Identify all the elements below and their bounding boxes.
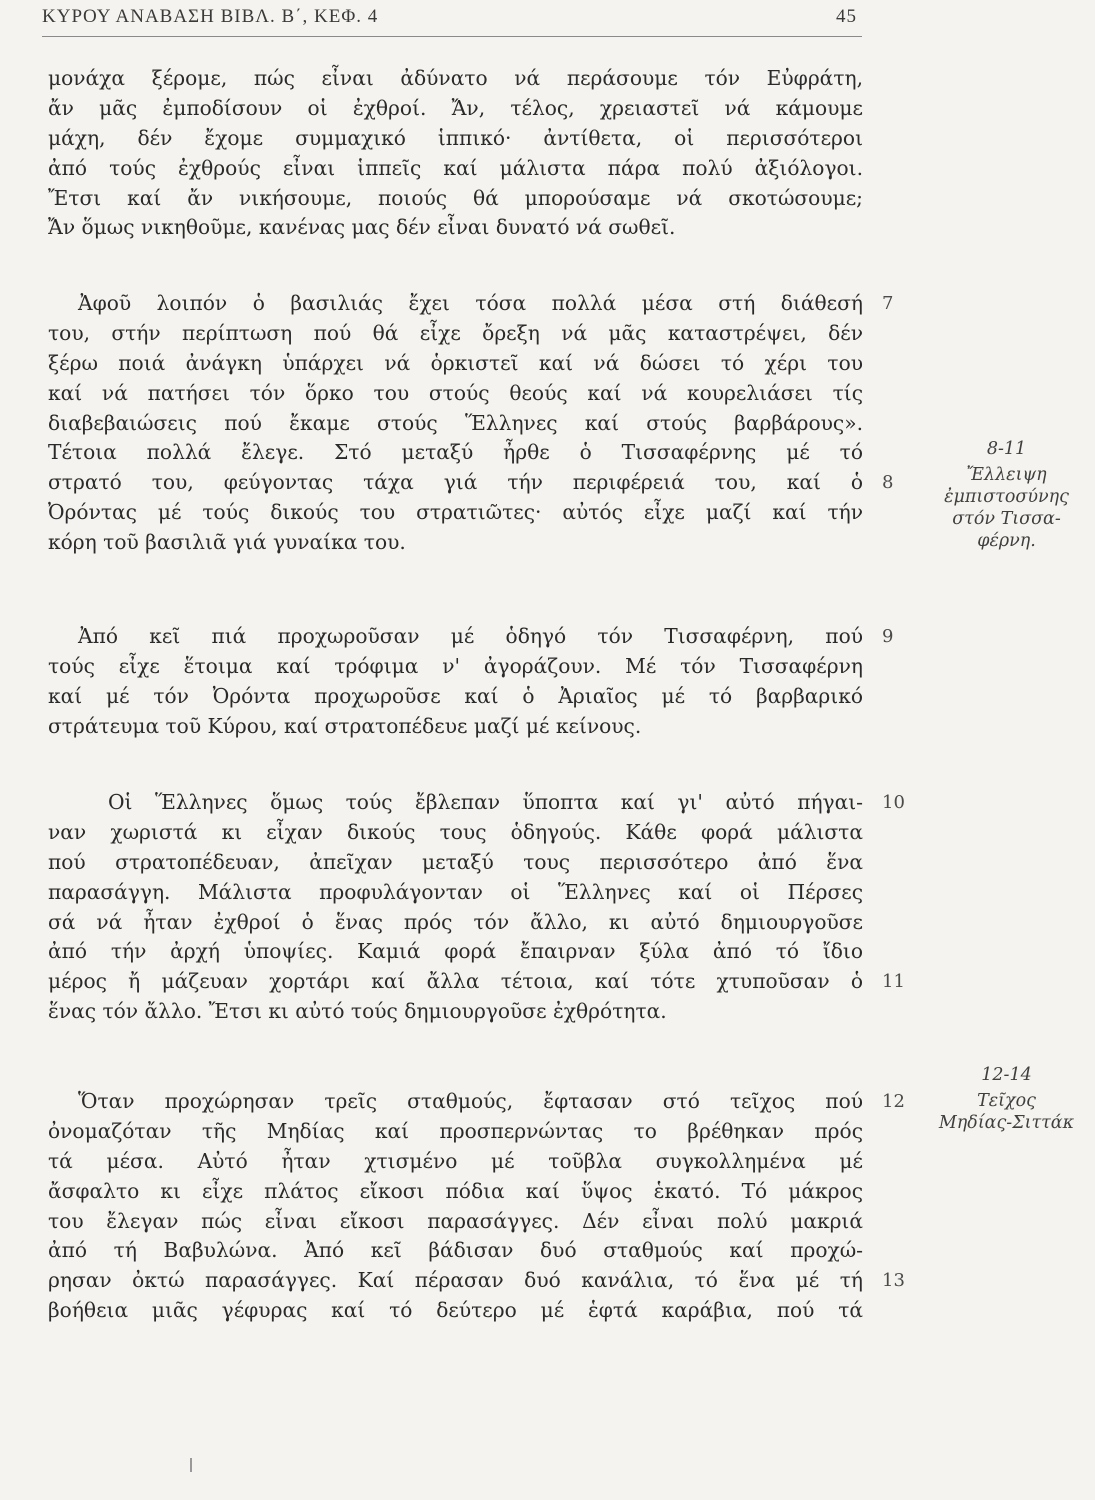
- text-line: Ὀρόντας μέ τούς δικούς του στρατιῶτες· αὐτός εἶχε μαζί καί τήν: [48, 500, 863, 525]
- text-line: ἀπό τούς ἐχθρούς εἶναι ἱππεῖς καί μάλιστα πάρα πολύ ἀξιόλογοι.: [48, 155, 863, 180]
- text-line: καί μέ τόν Ὀρόντα προχωροῦσε καί ὁ Ἀριαῖος μέ τό βαρβαρικό: [48, 683, 863, 708]
- text-line: τούς εἶχε ἕτοιμα καί τρόφιμα ν' ἀγοράζουν. Μέ τόν Τισσαφέρνη: [48, 653, 863, 678]
- margin-note-line: φέρνη.: [977, 531, 1036, 551]
- text-line: Ἀφοῦ λοιπόν ὁ βασιλιάς ἔχει τόσα πολλά μέσα στή διάθεσή: [78, 291, 863, 315]
- text-line: τά μέσα. Αὐτό ἦταν χτισμένο μέ τοῦβλα συγκολλημένα μέ: [48, 1148, 863, 1173]
- section-number: 9: [882, 626, 894, 647]
- page-number: 45: [836, 6, 857, 27]
- text-line: διαβεβαιώσεις πού ἔκαμε στούς Ἕλληνες καί στούς βαρβάρους».: [48, 410, 863, 435]
- section-number: 7: [882, 293, 894, 314]
- text-line: ἄν μᾶς ἐμποδίσουν οἱ ἐχθροί. Ἄν, τέλος, χρειαστεῖ νά κάμουμε: [48, 95, 863, 120]
- section-number: 11: [882, 971, 905, 992]
- text-line: ναν χωριστά κι εἶχαν δικούς τους ὁδηγούς. Κάθε φορά μάλιστα: [48, 819, 863, 844]
- margin-note-line: ἐμπιστοσύνης: [944, 487, 1069, 507]
- text-line: ξέρω ποιά ἀνάγκη ὑπάρχει νά ὁρκιστεῖ καί νά δώσει τό χέρι του: [48, 350, 863, 375]
- text-line: Οἱ Ἕλληνες ὅμως τούς ἔβλεπαν ὕποπτα καί γι' αὐτό πήγαι-: [108, 790, 863, 814]
- paragraph-5: [48, 1087, 863, 1326]
- text-line: ἀπό τή Βαβυλώνα. Ἀπό κεῖ βάδισαν δυό σταθμούς καί προχώ-: [48, 1238, 863, 1263]
- text-line: ὀνομαζόταν τῆς Μηδίας καί προσπερνώντας το βρέθηκαν πρός: [48, 1118, 863, 1143]
- paragraph-1: [48, 64, 863, 243]
- text-line: ρησαν ὀκτώ παρασάγγες. Καί πέρασαν δυό κανάλια, τό ἕνα μέ τή: [48, 1268, 863, 1293]
- header-rule: [42, 36, 862, 37]
- paragraph-3: [48, 622, 863, 742]
- section-number: 10: [882, 792, 905, 813]
- section-number: 12: [882, 1091, 905, 1112]
- margin-note: [918, 438, 1095, 552]
- text-line: καί νά πατήσει τόν ὅρκο του στούς θεούς καί νά κουρελιάσει τίς: [48, 380, 863, 405]
- running-header: [42, 4, 857, 34]
- text-line: ἕνας τόν ἄλλο. Ἔτσι κι αὐτό τούς δημιουργοῦσε ἐχθρότητα.: [48, 999, 667, 1024]
- text-line: πού στρατοπέδευαν, ἀπεῖχαν μεταξύ τους περισσότερο ἀπό ἕνα: [48, 849, 863, 874]
- text-line: Τέτοια πολλά ἔλεγε. Στό μεταξύ ἦρθε ὁ Τισσαφέρνης μέ τό: [48, 440, 863, 465]
- text-line: κόρη τοῦ βασιλιᾶ γιά γυναίκα του.: [48, 530, 406, 555]
- text-line: Ἄν ὅμως νικηθοῦμε, κανένας μας δέν εἶναι δυνατό νά σωθεῖ.: [48, 215, 676, 240]
- text-line: μονάχα ξέρομε, πώς εἶναι ἀδύνατο νά περάσουμε τόν Εὐφράτη,: [48, 66, 863, 90]
- margin-note-line: στόν Τισσα-: [952, 509, 1061, 529]
- text-line: ἄσφαλτο κι εἶχε πλάτος εἴκοσι πόδια καί ὕψος ἑκατό. Τό μάκρος: [48, 1178, 863, 1203]
- running-title: ΚΥΡΟΥ ΑΝΑΒΑΣΗ ΒΙΒΛ. Β΄, ΚΕΦ. 4: [42, 6, 379, 27]
- margin-note-range: 12-14: [981, 1065, 1032, 1085]
- margin-note-line: Τεῖχος: [977, 1091, 1036, 1111]
- text-line: ἀπό τήν ἀρχή ὑποψίες. Καμιά φορά ἔπαιρναν ξύλα ἀπό τό ἴδιο: [48, 939, 863, 964]
- text-line: μάχη, δέν ἔχομε συμμαχικό ἱππικό· ἀντίθετα, οἱ περισσότεροι: [48, 125, 863, 150]
- margin-note-line: Ἔλλειψη: [966, 465, 1047, 485]
- section-number: 13: [882, 1270, 905, 1291]
- text-line: παρασάγγη. Μάλιστα προφυλάγονταν οἱ Ἕλληνες καί οἱ Πέρσες: [48, 879, 863, 904]
- paragraph-2: [48, 289, 863, 558]
- text-line: στράτευμα τοῦ Κύρου, καί στρατοπέδευε μαζί μέ κείνους.: [48, 713, 642, 738]
- text-line: Ἔτσι καί ἄν νικήσουμε, ποιούς θά μπορούσαμε νά σκοτώσουμε;: [48, 185, 863, 210]
- text-line: Ἀπό κεῖ πιά προχωροῦσαν μέ ὁδηγό τόν Τισσαφέρνη, πού: [78, 624, 863, 648]
- margin-note: [918, 1064, 1095, 1134]
- text-line: Ὅταν προχώρησαν τρεῖς σταθμούς, ἔφτασαν στό τεῖχος πού: [78, 1089, 863, 1113]
- scan-mark: [190, 1458, 192, 1472]
- section-number: 8: [882, 472, 894, 493]
- paragraph-4: [48, 788, 863, 1027]
- text-line: του ἔλεγαν πώς εἶναι εἴκοσι παρασάγγες. Δέν εἶναι πολύ μακριά: [48, 1208, 863, 1233]
- text-line: σά νά ἦταν ἐχθροί ὁ ἕνας πρός τόν ἄλλο, κι αὐτό δημιουργοῦσε: [48, 909, 863, 934]
- text-line: μέρος ἤ μάζευαν χορτάρι καί ἄλλα τέτοια, καί τότε χτυποῦσαν ὁ: [48, 969, 863, 994]
- text-line: του, στήν περίπτωση πού θά εἶχε ὄρεξη νά μᾶς καταστρέψει, δέν: [48, 320, 863, 345]
- text-line: βοήθεια μιᾶς γέφυρας καί τό δεύτερο μέ ἑφτά καράβια, πού τά: [48, 1298, 863, 1323]
- margin-note-line: Μηδίας-Σιττάκ: [938, 1113, 1075, 1133]
- margin-note-range: 8-11: [986, 439, 1027, 459]
- text-line: στρατό του, φεύγοντας τάχα γιά τήν περιφέρειά του, καί ὁ: [48, 470, 863, 495]
